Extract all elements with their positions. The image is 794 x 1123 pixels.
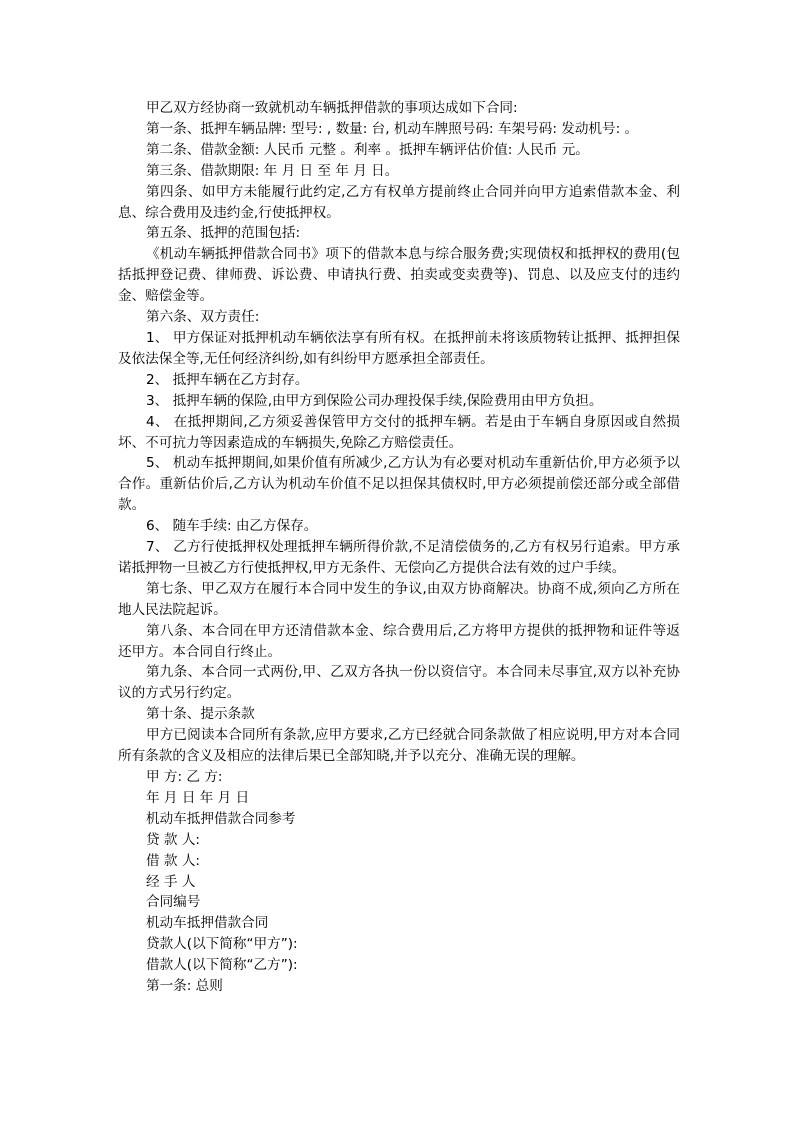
article-1-general: 第一条: 总则: [146, 978, 223, 995]
signature-dates: 年 月 日 年 月 日: [146, 789, 250, 806]
clause-6-item-6: 6、 随车手续: 由乙方保存。: [146, 518, 318, 535]
contract-document: [118, 98, 680, 997]
clause-6-item-1: 1、 甲方保证对抵押机动车辆依法享有所有权。在抵押前未将该质物转让抵押、抵押担保及依法保全等,无任何经济纠纷,如有纠纷甲方愿承担全部责任。: [118, 329, 680, 367]
clause-6-item-3: 3、 抵押车辆的保险,由甲方到保险公司办理投保手续,保险费用由甲方负担。: [146, 392, 603, 409]
clause-6-item-5: 5、 机动车抵押期间,如果价值有所减少,乙方认为有必要对机动车重新估价,甲方必须予以合作。重新估价后,乙方认为机动车价值不足以担保其债权时,甲方必须提前偿还部分或全部借款。: [118, 455, 680, 514]
borrower-field: 借 款 人:: [146, 852, 201, 869]
lender-definition: 贷款人(以下简称“甲方”):: [146, 936, 298, 953]
clause-6-heading: 第六条、双方责任:: [146, 309, 260, 326]
clause-5-heading: 第五条、抵押的范围包括:: [146, 225, 301, 242]
borrower-definition: 借款人(以下简称“乙方”):: [146, 957, 298, 974]
clause-8-termination: 第八条、本合同在甲方还清借款本金、综合费用后,乙方将甲方提供的抵押物和证件等返还甲方。本合同自行终止。: [118, 622, 680, 660]
clause-5-scope: 《机动车辆抵押借款合同书》项下的借款本息与综合服务费;实现债权和抵押权的费用(包括抵押登记费、律师费、诉讼费、申请执行费、拍卖或变卖费等)、罚息、以及应支付的违约金、赔偿金等。: [118, 246, 680, 305]
clause-1-vehicle: 第一条、抵押车辆品牌: 型号: , 数量: 台, 机动车牌照号码: 车架号码: 发动机号: 。: [146, 120, 639, 137]
clause-7-disputes: 第七条、甲乙双方在履行本合同中发生的争议,由双方协商解决。协商不成,须向乙方所在地人民法院起诉。: [118, 580, 680, 618]
clause-9-copies: 第九条、本合同一式两份,甲、乙双方各执一份以资信守。本合同未尽事宜,双方以补充协议的方式另行约定。: [118, 664, 680, 702]
lender-field: 贷 款 人:: [146, 831, 201, 848]
clause-2-amount: 第二条、借款金额: 人民币 元整 。利率 。抵押车辆评估价值: 人民币 元。: [146, 141, 589, 158]
second-contract-title: 机动车抵押借款合同: [146, 915, 269, 932]
contract-intro: 甲乙双方经协商一致就机动车辆抵押借款的事项达成如下合同:: [146, 100, 518, 116]
clause-6-item-4: 4、 在抵押期间,乙方须妥善保管甲方交付的抵押车辆。若是由于车辆自身原因或自然损坏、不可抗力等因素造成的车辆损失,免除乙方赔偿责任。: [118, 413, 680, 451]
clause-4-default: 第四条、如甲方未能履行此约定,乙方有权单方提前终止合同并向甲方追索借款本金、利息、综合费用及违约金,行使抵押权。: [118, 183, 680, 221]
clause-3-term: 第三条、借款期限: 年 月 日 至 年 月 日。: [146, 162, 399, 179]
handler-field: 经 手 人: [146, 873, 196, 890]
clause-6-item-7: 7、 乙方行使抵押权处理抵押车辆所得价款,不足清偿债务的,乙方有权另行追索。甲方承诺抵押物一旦被乙方行使抵押权,甲方无条件、无偿向乙方提供合法有效的过户手续。: [118, 539, 680, 576]
clause-6-item-2: 2、 抵押车辆在乙方封存。: [146, 371, 309, 388]
contract-number-field: 合同编号: [146, 894, 201, 911]
reference-title: 机动车抵押借款合同参考: [146, 810, 296, 827]
clause-10-heading: 第十条、提示条款: [146, 706, 255, 723]
clause-10-notice: 甲方已阅读本合同所有条款,应甲方要求,乙方已经就合同条款做了相应说明,甲方对本合同所有条款的含义及相应的法律后果已全部知晓,并予以充分、准确无误的理解。: [118, 727, 680, 765]
signature-parties: 甲 方: 乙 方:: [146, 769, 223, 785]
